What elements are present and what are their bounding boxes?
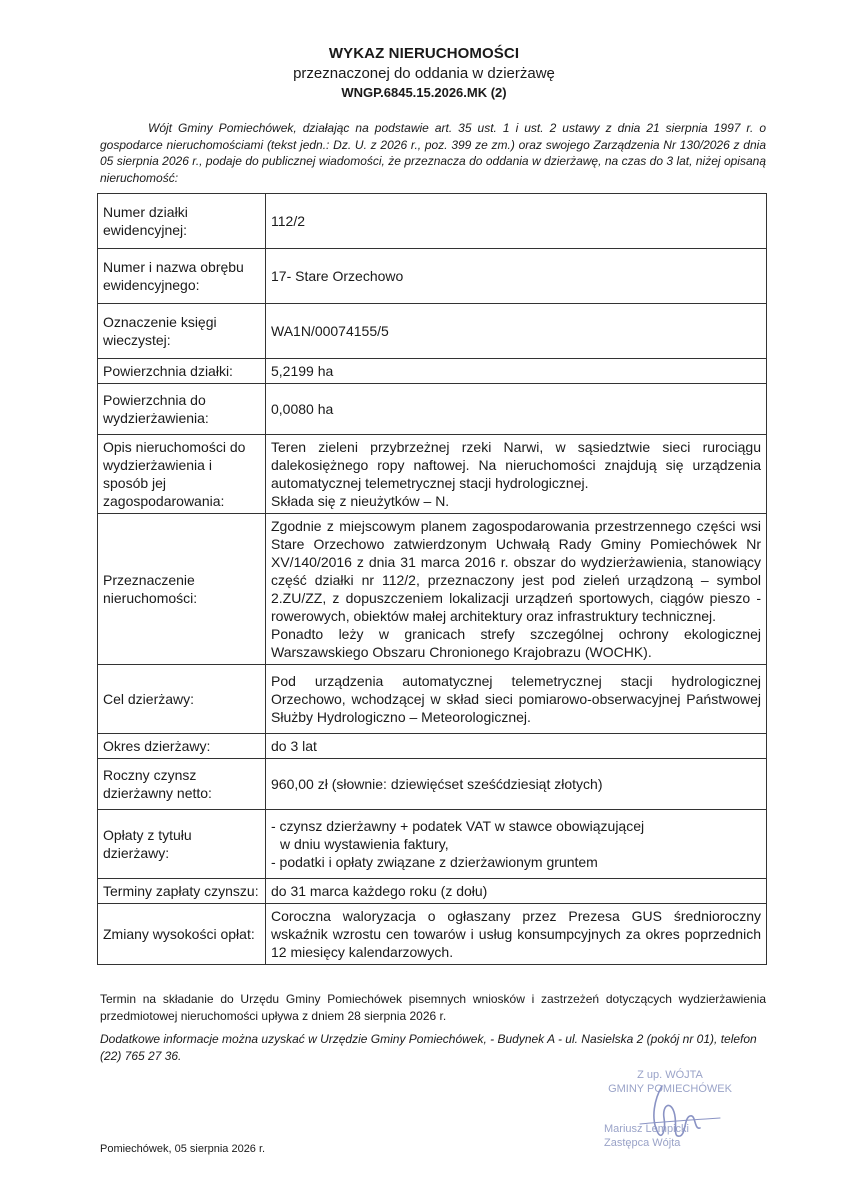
row-value (266, 665, 767, 734)
table-row (98, 759, 767, 810)
document-subtitle: przeznaczonej do oddania w dzierżawę (293, 65, 555, 82)
row-label: Opłaty z tytułu dzierżawy: (98, 810, 266, 879)
table-row (98, 904, 767, 965)
row-label: Powierzchnia do wydzierżawienia: (98, 384, 266, 435)
row-label: Roczny czynsz dzierżawny netto: (98, 759, 266, 810)
row-value-line: do 3 lat (271, 738, 317, 754)
row-value-line: Coroczna waloryzacja o ogłaszany przez Prezesa GUS średnioroczny wskaźnik wzrostu cen towarów i usług konsumpcyjnych za okres poprzednich 12 miesięcy kalendarzowych. (271, 908, 761, 960)
intro-text: Wójt Gminy Pomiechówek, działając na podstawie art. 35 ust. 1 i ust. 2 ustawy z dnia 21 sierpnia 1997 r. o gospodarce nieruchomościami (tekst jedn.: Dz. U. z 2026 r., poz. 399 ze zm.) oraz swojego Zarządzenia Nr 130/2026 z dnia 05 sierpnia 2026 r., podaje do publicznej wiadomości, że przeznacza do oddania w dzierżawę, na czas do 3 lat, niżej opisaną nieruchomość: (100, 121, 766, 185)
row-value-line: WA1N/00074155/5 (271, 323, 389, 339)
row-value-line: 5,2199 ha (271, 363, 334, 379)
table-row (98, 665, 767, 734)
row-value-line: Ponadto leży w granicach strefy szczególnej ochrony ekologicznej Warszawskiego Obszaru Chronionego Krajobrazu (WOCHK). (271, 626, 761, 660)
row-value (266, 384, 767, 435)
row-value (266, 249, 767, 304)
table-row (98, 435, 767, 514)
stamp-line1: Z up. WÓJTA (637, 1069, 703, 1081)
place-date: Pomiechówek, 05 sierpnia 2026 r. (100, 1143, 266, 1155)
table-row (98, 514, 767, 665)
row-value-line: 17- Stare Orzechowo (271, 268, 404, 284)
stamp-name: Mariusz Lempicki (604, 1123, 689, 1135)
property-table (97, 193, 767, 965)
row-value-line: - podatki i opłaty związane z dzierżawionym gruntem (271, 854, 598, 870)
row-value-line: w dniu wystawienia faktury, (280, 836, 449, 852)
row-value-line: - czynsz dzierżawny + podatek VAT w stawce obowiązującej (271, 818, 645, 834)
table-row (98, 304, 767, 359)
reference-number: WNGP.6845.15.2026.MK (2) (341, 85, 507, 100)
row-value (266, 879, 767, 904)
row-label: Okres dzierżawy: (98, 734, 266, 759)
document-header (0, 44, 848, 102)
intro-paragraph (100, 120, 766, 186)
deadline-paragraph: Termin na składanie do Urzędu Gminy Pomiechówek pisemnych wniosków i zastrzeżeń dotyczących wydzierżawienia przedmiotowej nieruchomości upływa z dniem 28 sierpnia 2026 r. (100, 992, 766, 1023)
official-stamp (570, 1068, 770, 1163)
document-title: WYKAZ NIERUCHOMOŚCI (328, 45, 520, 62)
handwritten-signature (600, 1078, 750, 1148)
stamp-role: Zastępca Wójta (604, 1137, 681, 1149)
additional-info: Dodatkowe informacje można uzyskać w Urzędzie Gminy Pomiechówek, - Budynek A - ul. Nasielska 2 (pokój nr 01), telefon (22) 765 27 36. (100, 1032, 757, 1063)
table-row (98, 879, 767, 904)
row-value (266, 359, 767, 384)
row-value-line: do 31 marca każdego roku (z dołu) (271, 883, 488, 899)
row-label: Terminy zapłaty czynszu: (98, 879, 266, 904)
table-row (98, 194, 767, 249)
row-value-line: Zgodnie z miejscowym planem zagospodarowania przestrzennego części wsi Stare Orzechowo zatwierdzonym Uchwałą Rady Gminy Pomiechówek Nr XV/140/2016 z dnia 31 marca 2016 r. obszar do wydzierżawienia, stanowiący część działki nr 112/2, przeznaczony jest pod zieleń urządzoną – symbol 2.ZU/ZZ, z dopuszczeniem lokalizacji urządzeń sportowych, ciągów pieszo - rowerowych, obiektów małej architektury oraz infrastruktury technicznej. (271, 518, 761, 624)
row-value (266, 810, 767, 879)
row-value-line: 112/2 (271, 213, 305, 229)
row-value-line: Teren zieleni przybrzeżnej rzeki Narwi, w sąsiedztwie sieci rurociągu dalekosiężnego ropy naftowej. Na nieruchomości znajdują się urządzenia automatycznej telemetrycznej stacji hydrologicznej. (271, 439, 761, 491)
row-label: Zmiany wysokości opłat: (98, 904, 266, 965)
row-label: Opis nieruchomości do wydzierżawienia i sposób jej zagospodarowania: (98, 435, 266, 514)
row-value-line: 0,0080 ha (271, 401, 334, 417)
row-label: Przeznaczenie nieruchomości: (98, 514, 266, 665)
row-value (266, 194, 767, 249)
table-row (98, 734, 767, 759)
row-value (266, 904, 767, 965)
row-value (266, 435, 767, 514)
row-value (266, 734, 767, 759)
row-value (266, 759, 767, 810)
row-value (266, 304, 767, 359)
row-value (266, 514, 767, 665)
row-label: Oznaczenie księgi wieczystej: (98, 304, 266, 359)
table-row (98, 810, 767, 879)
stamp-line2: GMINY POMIECHÓWEK (608, 1083, 732, 1095)
table-row (98, 249, 767, 304)
row-label: Numer i nazwa obrębu ewidencyjnego: (98, 249, 266, 304)
row-label: Powierzchnia działki: (98, 359, 266, 384)
table-row (98, 384, 767, 435)
row-label: Numer działki ewidencyjnej: (98, 194, 266, 249)
row-value-line: Pod urządzenia automatycznej telemetrycznej stacji hydrologicznej Orzechowo, wchodzącej w skład sieci pomiarowo-obserwacyjnej Państwowej Służby Hydrologiczno – Meteorologicznej. (271, 673, 761, 725)
row-value-line: Składa się z nieużytków – N. (271, 493, 450, 509)
row-label: Cel dzierżawy: (98, 665, 266, 734)
row-value-line: 960,00 zł (słownie: dziewięćset sześćdziesiąt złotych) (271, 776, 603, 792)
table-row (98, 359, 767, 384)
